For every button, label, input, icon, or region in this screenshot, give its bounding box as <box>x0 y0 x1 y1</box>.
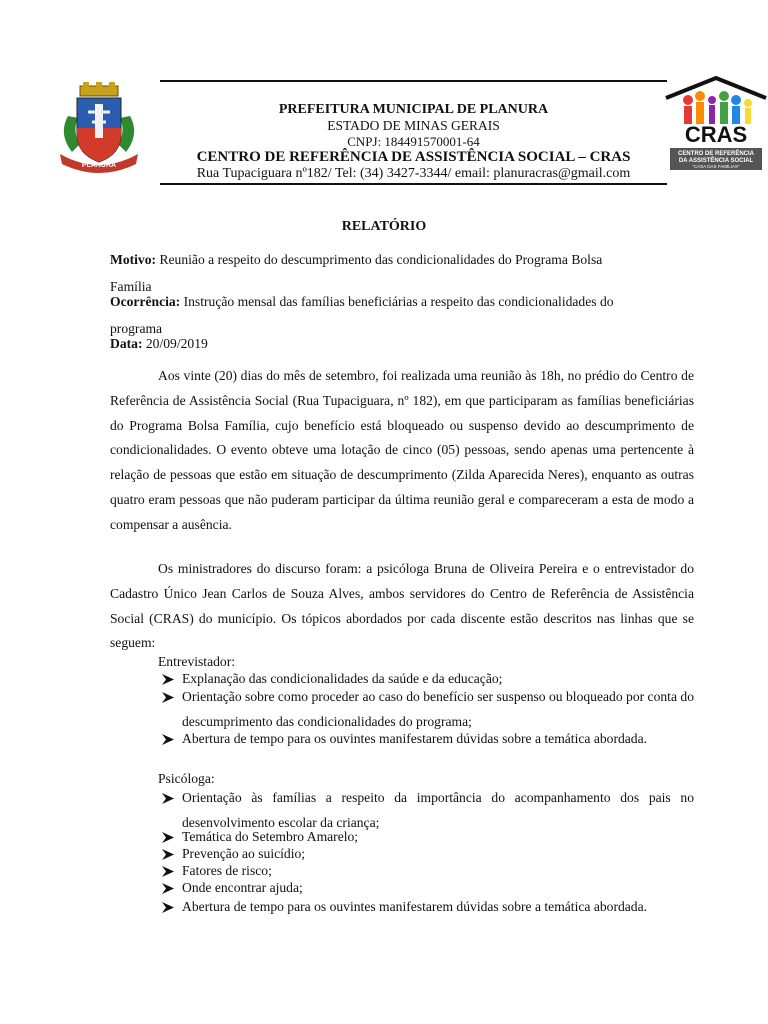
list-item <box>182 895 694 920</box>
ocorrencia-text-2: programa <box>110 321 163 336</box>
arrow-bullet-icon <box>162 734 174 745</box>
document-title: RELATÓRIO <box>341 219 427 234</box>
data-field <box>110 330 710 357</box>
cras-logo <box>664 76 768 176</box>
arrow-bullet-icon <box>162 902 174 913</box>
cras-logo-word: CRAS <box>684 122 748 147</box>
motivo-text-2: Família <box>110 279 152 294</box>
municipal-crest-logo <box>52 82 146 176</box>
list-item-text: Temática do Setembro Amarelo; <box>182 829 359 844</box>
motivo-label: Motivo: <box>110 252 157 267</box>
list-item-text: Prevenção ao suicídio; <box>182 846 306 861</box>
list-item <box>182 727 694 752</box>
header-bottom-rule <box>160 183 667 185</box>
header-center-name: CENTRO DE REFERÊNCIA DE ASSISTÊNCIA SOCIAL – CRAS <box>196 149 631 165</box>
header-top-rule <box>160 80 667 82</box>
paragraph-1: Aos vinte (20) dias do mês de setembro, foi realizada uma reunião às 18h, no prédio do Centro de Referência de Assistência Social (Rua Tupaciguara, nº 182), em que participaram as famílias beneficiárias do Programa Bolsa Família, cujo benefício está bloqueado ou suspenso devido ao descumprimento de condicionalidades. O evento obteve uma lotação de cinco (05) pessoas, sendo apenas uma pertencente à relação de pessoas que estão em situação de descumprimento (Zilda Aparecida Neres), enquanto as outras quatro eram pessoas que não puderam participar da última reunião geral e compareceram a esta de modo a compensar a ausência. <box>110 368 694 532</box>
arrow-bullet-icon <box>162 866 174 877</box>
psicologa-heading: Psicóloga: <box>158 771 215 786</box>
motivo-text-1: Reunião a respeito do descumprimento das condicionalidades do Programa Bolsa <box>156 252 603 267</box>
data-label: Data: <box>110 336 143 351</box>
cras-logo-line1: CENTRO DE REFERÊNCIA <box>677 151 755 157</box>
ocorrencia-label: Ocorrência: <box>110 294 181 309</box>
ocorrencia-text-1: Instrução mensal das famílias beneficiárias a respeito das condicionalidades do <box>180 294 614 309</box>
arrow-bullet-icon <box>162 832 174 843</box>
header-state: ESTADO DE MINAS GERAIS <box>327 118 500 133</box>
header-address: Rua Tupaciguara nº182/ Tel: (34) 3427-3344/ email: planuracras@gmail.com <box>196 166 631 181</box>
entrevistador-heading: Entrevistador: <box>158 654 236 669</box>
arrow-bullet-icon <box>162 793 174 804</box>
list-item-text: Abertura de tempo para os ouvintes manifestarem dúvidas sobre a temática abordada. <box>182 899 648 914</box>
cras-logo-line2: DA ASSISTÊNCIA SOCIAL <box>678 158 754 164</box>
cras-logo-line3: "CASA DAS FAMÍLIAS" <box>692 164 740 169</box>
data-value: 20/09/2019 <box>142 336 208 351</box>
arrow-bullet-icon <box>162 849 174 860</box>
header-cnpj: CNPJ: 184491570001-64 <box>347 134 480 149</box>
list-item-text: Orientação às famílias a respeito da importância do acompanhamento dos pais no desenvolvimento escolar da criança; <box>182 790 694 830</box>
list-item-text: Fatores de risco; <box>182 863 272 878</box>
list-item-text: Orientação sobre como proceder ao caso do benefício ser suspenso ou bloqueado por conta do descumprimento das condicionalidades do programa; <box>182 689 694 729</box>
crest-banner-text: PLANURA <box>81 162 117 169</box>
arrow-bullet-icon <box>162 883 174 894</box>
list-item-text: Onde encontrar ajuda; <box>182 880 303 895</box>
list-item-text: Explanação das condicionalidades da saúde e da educação; <box>182 671 503 686</box>
arrow-bullet-icon <box>162 674 174 685</box>
arrow-bullet-icon <box>162 692 174 703</box>
list-item-text: Abertura de tempo para os ouvintes manifestarem dúvidas sobre a temática abordada. <box>182 731 648 746</box>
header-municipality: PREFEITURA MUNICIPAL DE PLANURA <box>278 102 549 117</box>
paragraph-2: Os ministradores do discurso foram: a psicóloga Bruna de Oliveira Pereira e o entrevistador do Cadastro Único Jean Carlos de Souza Alves, ambos servidores do Centro de Referência de Assistência Social (CRAS) do município. Os tópicos abordados por cada discente estão descritos nas linhas que se seguem: <box>110 561 694 651</box>
